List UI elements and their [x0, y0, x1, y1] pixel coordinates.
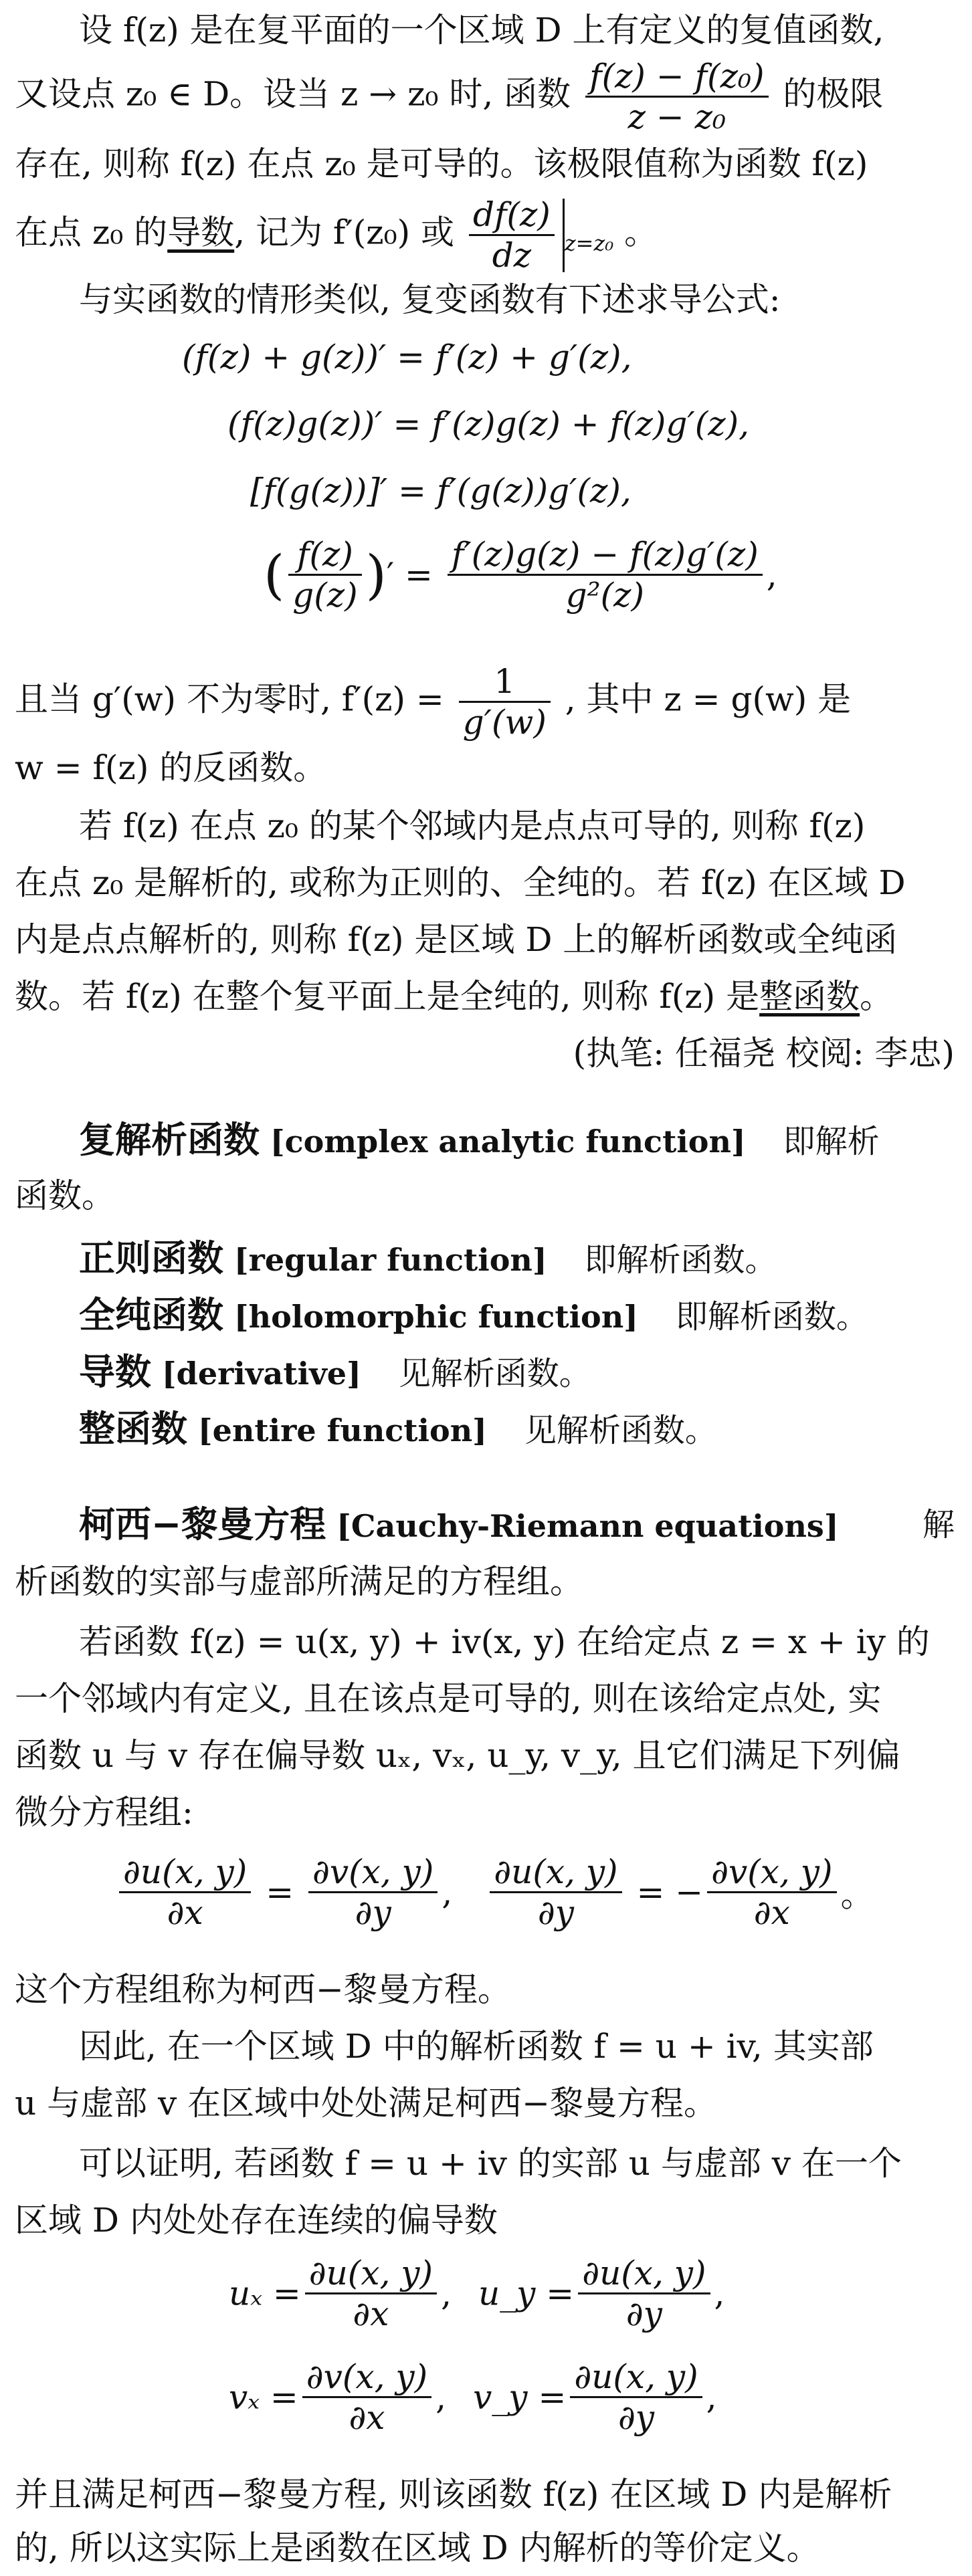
entry-holomorphic-function [79, 1295, 868, 1337]
entry-title-zh: 全纯函数 [79, 1294, 223, 1336]
text-line: w = f(z) 的反函数。 [15, 748, 327, 787]
entry-title-zh: 复解析函数 [79, 1119, 260, 1161]
text-span: 在点 z₀ 的 [15, 213, 168, 252]
fraction [570, 2357, 702, 2437]
equation: (f(z) + g(z))′ = f′(z) + g′(z), [182, 338, 632, 377]
entry-definition: 即解析函数。 [584, 1241, 777, 1279]
fraction-denominator: z − z₀ [627, 98, 726, 136]
fraction-denominator: ∂y [355, 1893, 391, 1932]
entry-title-zh: 柯西−黎曼方程 [79, 1503, 326, 1545]
text-line: 因此, 在一个区域 D 中的解析函数 f = u + iv, 其实部 [79, 2027, 874, 2066]
text-line: 的, 所以这实际上是函数在区域 D 内解析的等价定义。 [15, 2529, 820, 2567]
credits: (执笔: 任福尧 校阅: 李忠) [573, 1034, 955, 1073]
fraction [308, 1852, 438, 1932]
fraction-numerator: f′(z)g(z) − f(z)g′(z) [448, 535, 763, 576]
fraction-denominator: ∂x [753, 1893, 790, 1932]
text-line: 并且满足柯西−黎曼方程, 则该函数 f(z) 在区域 D 内是解析 [15, 2475, 892, 2514]
text-line: 设 f(z) 是在复平面的一个区域 D 上有定义的复值函数, [79, 11, 884, 49]
fraction-denominator: ∂x [349, 2398, 385, 2437]
equation-lhs: vₓ = [229, 2377, 298, 2417]
equation: [f(g(z))]′ = f′(g(z))g′(z), [250, 471, 631, 510]
fraction-numerator: ∂v(x, y) [302, 2357, 431, 2398]
text-line: 微分方程组: [15, 1793, 193, 1832]
entry-title-en: [complex analytic function] [270, 1123, 746, 1160]
fraction-numerator: ∂u(x, y) [570, 2357, 702, 2398]
fraction-denominator: ∂y [537, 1893, 574, 1932]
entry-title-en: [entire function] [197, 1412, 487, 1448]
partial-derivative-row: uₓ = $\frac{\partial u(x, y)}{\partial x}$ , u_y = $\frac{\partial u(x, y)}{\partial y}$ , [229, 2254, 725, 2333]
entry-definition: 即解析 [783, 1123, 880, 1160]
text-line: 若函数 f(z) = u(x, y) + iv(x, y) 在给定点 z = x + iy 的 [79, 1622, 930, 1661]
text-line: u 与虚部 v 在区域中处处满足柯西−黎曼方程。 [15, 2084, 718, 2123]
fraction [305, 2254, 437, 2333]
fraction [585, 57, 768, 136]
fraction [448, 535, 763, 615]
fraction-denominator: ∂y [617, 2398, 655, 2437]
entry-title-en: [holomorphic function] [233, 1299, 638, 1335]
fraction-numerator: ∂v(x, y) [707, 1852, 836, 1893]
text-line: 与实函数的情形类似, 复变函数有下述求导公式: [79, 280, 781, 319]
entry-definition: 见解析函数。 [524, 1412, 717, 1449]
text-line: 存在, 则称 f(z) 在点 z₀ 是可导的。该极限值称为函数 f(z) [15, 144, 868, 183]
text-line: 可以证明, 若函数 f = u + iv 的实部 u 与虚部 v 在一个 [79, 2144, 902, 2183]
entry-title-zh: 整函数 [79, 1408, 187, 1450]
text-span: 的极限 [783, 74, 884, 114]
entry-definition: 见解析函数。 [398, 1355, 591, 1392]
fraction-denominator: g′(w) [462, 703, 547, 742]
entry-definition: 解 [922, 1506, 955, 1543]
fraction [490, 1852, 621, 1932]
entry-title-en: [regular function] [233, 1242, 547, 1278]
equation: (f(z)g(z))′ = f′(z)g(z) + f(z)g′(z), [227, 405, 750, 443]
entry-derivative [79, 1352, 591, 1394]
entry-regular-function [79, 1239, 777, 1280]
fraction [302, 2357, 431, 2437]
term-entire-function: 整函数 [759, 977, 860, 1016]
text-span: , 记为 f′(z₀) 或 [234, 213, 455, 252]
text-span: , 其中 z = g(w) 是 [565, 679, 852, 719]
fraction-denominator: ∂x [167, 1893, 203, 1932]
equation-lhs: v_y = [473, 2377, 567, 2417]
text-line: 在点 z₀ 是解析的, 或称为正则的、全纯的。若 f(z) 在区域 D [15, 863, 906, 902]
fraction-numerator: ∂u(x, y) [305, 2254, 437, 2294]
entry-entire-function [79, 1409, 717, 1451]
entry-title-en: [Cauchy-Riemann equations] [336, 1508, 839, 1544]
text-line: 这个方程组称为柯西−黎曼方程。 [15, 1970, 511, 2009]
entry-title-zh: 导数 [79, 1351, 151, 1393]
equation: ( $\frac{f(z)}{g(z)}$ )′ = $\frac{f'(z)g(z) - f(z)g'(z)}{\text{g²(z)}}$ , [264, 535, 777, 615]
text-line: 内是点点解析的, 则称 f(z) 是区域 D 上的解析函数或全纯函 [15, 920, 898, 959]
fraction [288, 535, 361, 615]
partial-derivative-row: vₓ = $\frac{\partial v(x, y)}{\partial x}$ , v_y = $\frac{\partial u(x, y)}{\partial y}$ , [229, 2357, 717, 2437]
text-span: 数。若 f(z) 在整个复平面上是全纯的, 则称 f(z) 是 [15, 977, 760, 1016]
text-line [15, 57, 883, 136]
text-line [15, 662, 851, 742]
fraction-numerator: f(z) [288, 535, 361, 576]
text-line [15, 970, 893, 1023]
entry-title-en: [derivative] [161, 1356, 361, 1392]
cauchy-riemann-equations: $\frac{\partial u(x, y)}{\partial x}$ = $\frac{\partial v(x, y)}{\partial y}$ , $\frac{\partial u(x, y)}{\partial y}$ = − $\frac{\partial v(x, y)}{\partial x}$ 。 [115, 1852, 874, 1932]
fraction-numerator: ∂u(x, y) [119, 1852, 251, 1893]
text-span: 。 [860, 977, 894, 1016]
fraction [459, 662, 551, 742]
fraction-numerator: ∂u(x, y) [490, 1852, 621, 1893]
text-line: 若 f(z) 在点 z₀ 的某个邻域内是点点可导的, 则称 f(z) [79, 807, 866, 845]
fraction-numerator: f(z) − f(z₀) [585, 57, 768, 98]
entry-complex-analytic-function [79, 1120, 880, 1162]
fraction-numerator: ∂v(x, y) [308, 1852, 438, 1893]
fraction-denominator: g²(z) [565, 576, 644, 615]
equation-lhs: u_y = [478, 2274, 575, 2313]
fraction-denominator: g(z) [292, 576, 358, 615]
text-line [15, 195, 658, 275]
entry-continuation: 函数。 [15, 1176, 115, 1215]
evaluation-subscript: z=z₀ [564, 230, 614, 256]
text-line: 一个邻域内有定义, 且在该点是可导的, 则在该给定点处, 实 [15, 1679, 882, 1718]
fraction-numerator: df(z) [469, 195, 555, 236]
fraction-numerator: 1 [459, 662, 551, 703]
fraction [578, 2254, 710, 2333]
text-span: 且当 g′(w) 不为零时, f′(z) = [15, 679, 444, 719]
equation-lhs: uₓ = [229, 2274, 301, 2313]
text-span: 。 [624, 213, 658, 252]
fraction-denominator: ∂x [353, 2294, 389, 2333]
fraction-numerator: ∂u(x, y) [578, 2254, 710, 2294]
entry-title-zh: 正则函数 [79, 1237, 223, 1279]
entry-definition: 即解析函数。 [675, 1298, 868, 1335]
entry-cauchy-riemann [79, 1505, 955, 1546]
fraction-denominator: dz [492, 236, 532, 275]
term-derivative: 导数 [167, 213, 235, 252]
fraction [707, 1852, 836, 1932]
text-line: 区域 D 内处处存在连续的偏导数 [15, 2201, 498, 2240]
fraction [469, 195, 555, 275]
fraction [119, 1852, 251, 1932]
text-line: 析函数的实部与虚部所满足的方程组。 [15, 1562, 583, 1601]
text-span: 又设点 z₀ ∈ D。设当 z → z₀ 时, 函数 [15, 74, 571, 114]
fraction-denominator: ∂y [625, 2294, 662, 2333]
text-line: 函数 u 与 v 存在偏导数 uₓ, vₓ, u_y, v_y, 且它们满足下列偏 [15, 1736, 900, 1775]
